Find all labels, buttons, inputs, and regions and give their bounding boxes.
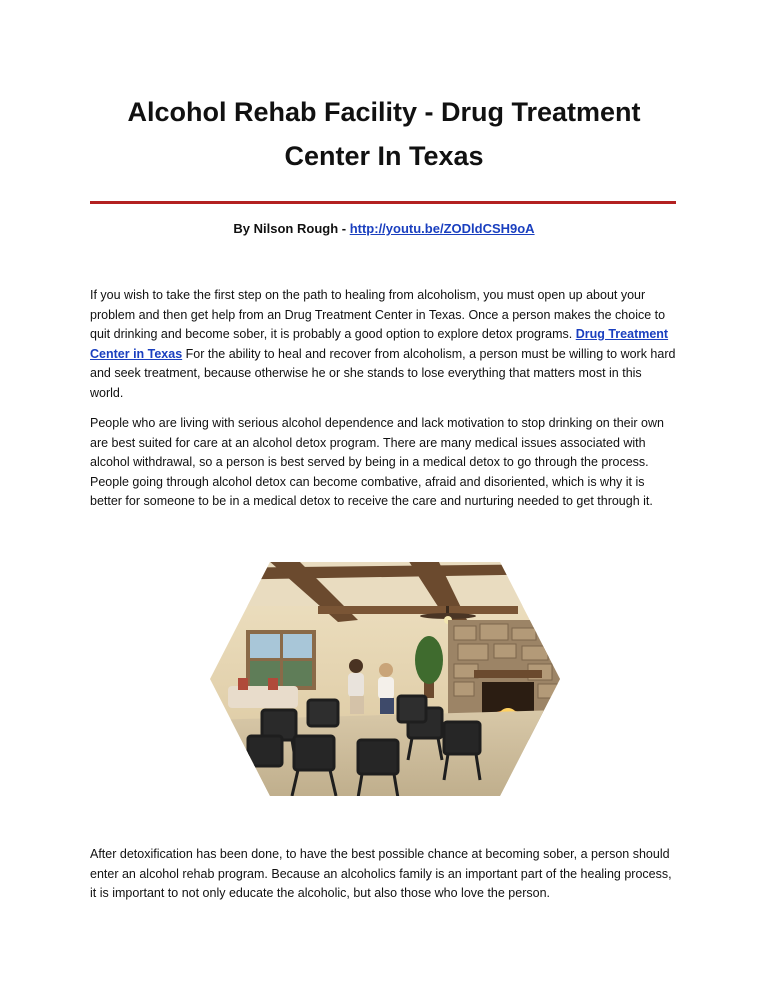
drug-treatment-link[interactable]: Drug Treatment Center in Texas <box>90 327 669 361</box>
title-divider <box>90 201 676 204</box>
paragraph-2: People who are living with serious alcohol dependence and lack motivation to stop drinking on their own are best suited for care at an alcohol detox program. There are many medical issues associated with alcohol withdrawal, so a person is best served by being in a medical detox to go through the process. People going through alcohol detox can become combative, afraid and disoriented, which is why it is better for someone to be in a medical detox to receive the care and nurturing needed to get through it. <box>90 416 664 508</box>
paragraph-1 <box>90 286 678 403</box>
byline-link[interactable]: http://youtu.be/ZODldCSH9oA <box>349 221 535 236</box>
document-title: Alcohol Rehab Facility - Drug Treatment Center In Texas <box>127 97 641 171</box>
therapy-room-photo <box>208 560 562 798</box>
paragraph-1-text-a: If you wish to take the first step on the path to healing from alcoholism, you must open up about your problem and then get help from an Drug Treatment Center in Texas. Once a person makes the choice to quit drinking and become sober, it is probably a good option to explore detox programs. <box>90 288 666 341</box>
paragraph-3: After detoxification has been done, to have the best possible chance at becoming sober, a person should enter an alcohol rehab program. Because an alcoholics family is an important part of the healing process, it is important to not only educate the alcoholic, but also those who love the person. <box>90 847 672 900</box>
byline <box>90 220 678 238</box>
paragraph-1-text-b: For the ability to heal and recover from alcoholism, a person must be willing to work hard and seek treatment, because otherwise he or she stands to lose everything that matters most in this world. <box>90 346 676 400</box>
byline-author: By Nilson Rough - <box>233 221 350 236</box>
